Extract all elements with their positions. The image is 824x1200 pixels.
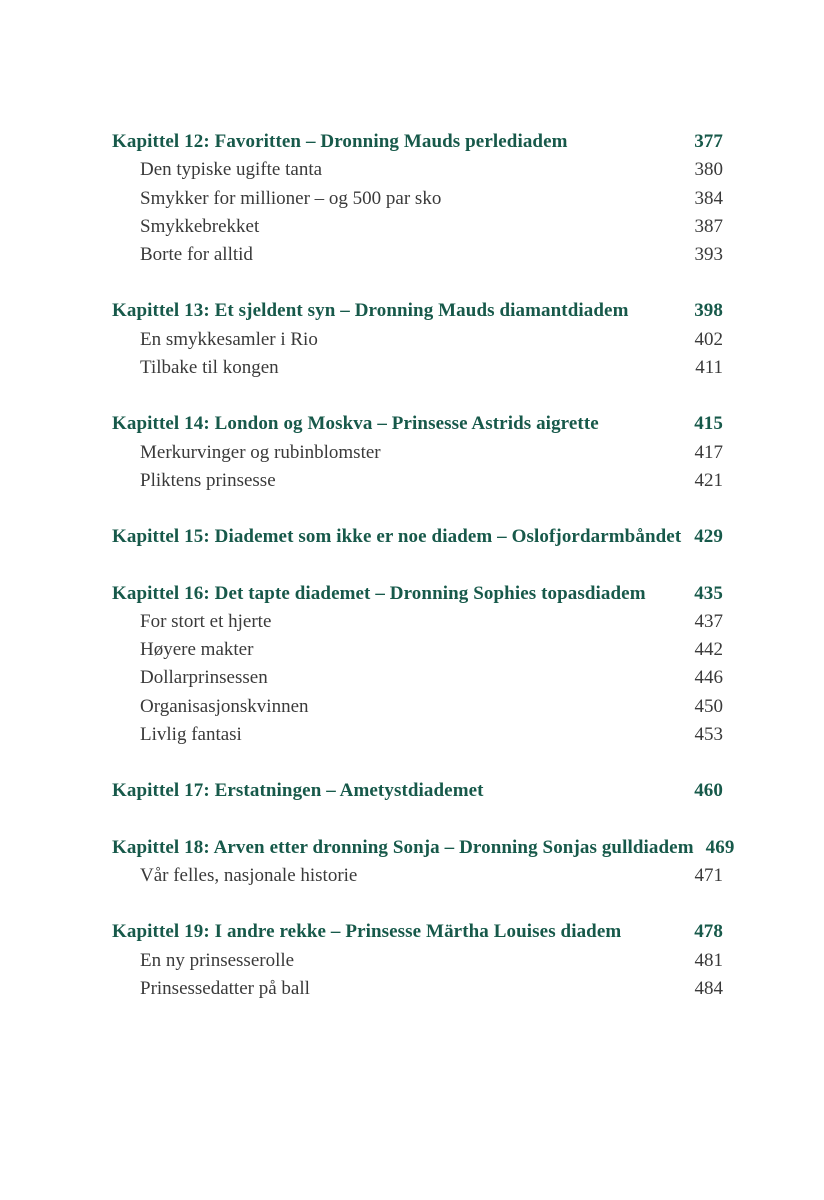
section-title: Den typiske ugifte tanta <box>140 159 323 181</box>
chapter-page-number: 435 <box>694 582 723 604</box>
section-title: Smykker for millioner – og 500 par sko <box>140 187 442 209</box>
toc-section-row <box>112 693 723 721</box>
toc-chapter-row <box>112 777 723 805</box>
chapter-page-number: 429 <box>694 526 723 548</box>
toc-section-row <box>112 213 723 241</box>
section-page-number: 421 <box>694 469 723 491</box>
chapter-page-number: 415 <box>694 413 723 435</box>
chapter-page-number: 460 <box>694 780 723 802</box>
toc-chapter-row <box>112 580 723 608</box>
toc-section-row <box>112 439 723 467</box>
toc-section-row <box>112 664 723 692</box>
section-page-number: 450 <box>694 695 723 717</box>
toc-chapter-block <box>112 410 723 495</box>
toc-section-row <box>112 975 723 1003</box>
toc-section-row <box>112 241 723 269</box>
chapter-title: Kapittel 18: Arven etter dronning Sonja – Dronning Sonjas gulldiadem <box>112 836 694 858</box>
chapter-page-number: 478 <box>694 921 723 943</box>
section-title: Prinsessedatter på ball <box>140 977 310 999</box>
toc-chapter-row <box>112 523 723 551</box>
section-title: Dollarprinsessen <box>140 667 268 689</box>
section-page-number: 411 <box>695 357 723 379</box>
toc-section-row <box>112 467 723 495</box>
section-page-number: 417 <box>694 441 723 463</box>
section-page-number: 393 <box>694 244 723 266</box>
chapter-title: Kapittel 19: I andre rekke – Prinsesse Märtha Louises diadem <box>112 921 622 943</box>
section-title: Borte for alltid <box>140 244 253 266</box>
section-title: Tilbake til kongen <box>140 357 279 379</box>
section-page-number: 380 <box>694 159 723 181</box>
toc-section-row <box>112 947 723 975</box>
toc-chapter-row <box>112 918 723 946</box>
toc-section-row <box>112 326 723 354</box>
chapter-title: Kapittel 12: Favoritten – Dronning Mauds perlediadem <box>112 131 568 152</box>
chapter-page-number: 398 <box>694 300 723 322</box>
chapter-title: Kapittel 13: Et sjeldent syn – Dronning Mauds diamantdiadem <box>112 300 629 322</box>
section-page-number: 387 <box>694 215 723 237</box>
toc-chapter-row <box>112 128 723 156</box>
toc-chapter-block <box>112 777 723 805</box>
chapter-title: Kapittel 14: London og Moskva – Prinsesse Astrids aigrette <box>112 413 599 435</box>
section-page-number: 384 <box>694 187 723 209</box>
section-title: Pliktens prinsesse <box>140 469 276 491</box>
toc-chapter-block <box>112 918 723 1003</box>
toc-list <box>112 128 735 1003</box>
section-title: Vår felles, nasjonale historie <box>140 864 358 886</box>
toc-section-row <box>112 636 723 664</box>
section-page-number: 442 <box>694 639 723 661</box>
section-title: For stort et hjerte <box>140 610 272 632</box>
section-page-number: 471 <box>694 864 723 886</box>
toc-section-row <box>112 721 723 749</box>
toc-section-row <box>112 354 723 382</box>
toc-section-row <box>112 862 723 890</box>
section-page-number: 402 <box>694 328 723 350</box>
chapter-title: Kapittel 15: Diademet som ikke er noe diadem – Oslofjordarmbåndet <box>112 526 682 548</box>
toc-chapter-block <box>112 834 735 891</box>
section-page-number: 453 <box>694 724 723 746</box>
section-title: Merkurvinger og rubinblomster <box>140 441 381 463</box>
toc-chapter-row <box>112 410 723 438</box>
toc-chapter-block <box>112 297 723 382</box>
toc-chapter-row <box>112 834 735 862</box>
section-title: En ny prinsesserolle <box>140 949 295 971</box>
toc-chapter-block <box>112 580 723 750</box>
toc-chapter-block <box>112 128 723 269</box>
section-page-number: 437 <box>694 610 723 632</box>
toc-section-row <box>112 185 723 213</box>
toc-section-row <box>112 156 723 184</box>
chapter-page-number: 469 <box>705 836 735 858</box>
section-title: En smykkesamler i Rio <box>140 328 318 350</box>
section-title: Høyere makter <box>140 639 254 661</box>
chapter-page-number: 377 <box>694 131 723 152</box>
section-title: Organisasjonskvinnen <box>140 695 309 717</box>
chapter-title: Kapittel 16: Det tapte diademet – Dronning Sophies topasdiadem <box>112 582 646 604</box>
section-page-number: 484 <box>694 977 723 999</box>
chapter-title: Kapittel 17: Erstatningen – Ametystdiademet <box>112 780 484 802</box>
section-title: Smykkebrekket <box>140 215 260 237</box>
toc-chapter-block <box>112 523 723 551</box>
toc-chapter-row <box>112 297 723 325</box>
section-title: Livlig fantasi <box>140 724 242 746</box>
section-page-number: 481 <box>694 949 723 971</box>
section-page-number: 446 <box>694 667 723 689</box>
toc-section-row <box>112 608 723 636</box>
